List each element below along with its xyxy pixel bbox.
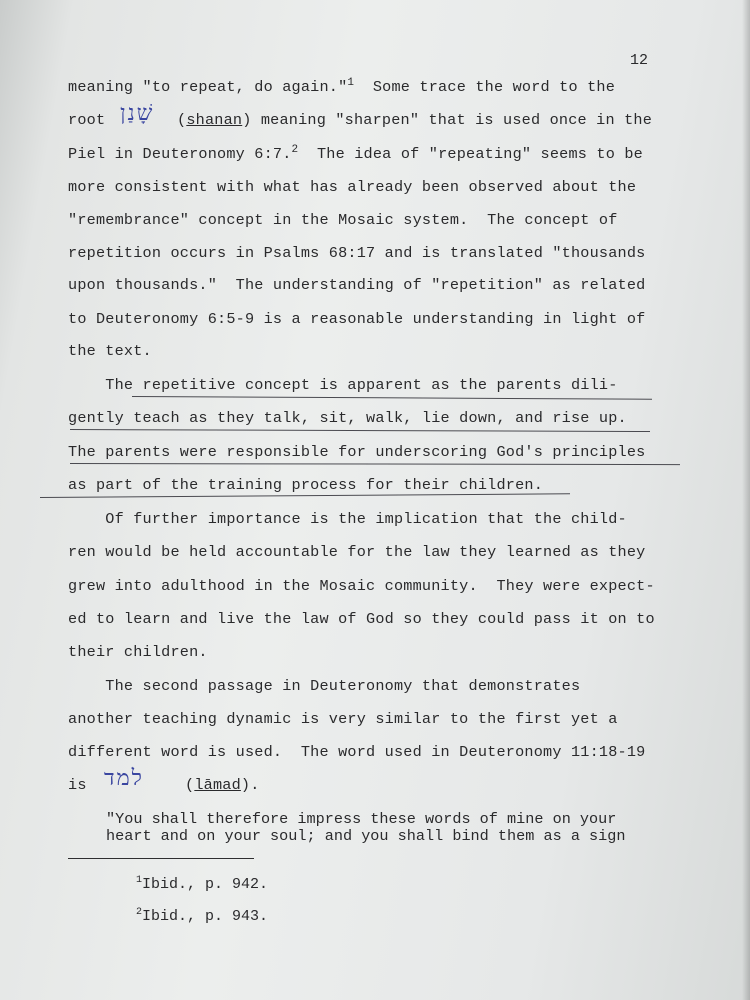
paragraph-3-line-2: ren would be held accountable for the law they learned as they [68, 543, 646, 561]
paragraph-1-line-4: more consistent with what has already been observed about the [68, 178, 637, 196]
line-text: Piel in Deuteronomy 6:7. [68, 145, 292, 163]
open-paren: ( [177, 111, 187, 129]
paragraph-4-line-4 [68, 776, 87, 794]
footnote-ref: 1 [347, 76, 355, 89]
open-paren: ( [185, 776, 195, 794]
pen-underline [132, 396, 652, 400]
close-paren: ). [240, 776, 260, 794]
footnote-text: Ibid., p. 943. [142, 908, 269, 925]
line-text: root [68, 111, 106, 129]
paragraph-1-line-9: the text. [68, 342, 152, 360]
footnote-number: 1 [136, 875, 143, 886]
paragraph-1-line-2 [68, 111, 105, 129]
paragraph-1-line-6: repetition occurs in Psalms 68:17 and is translated "thousands [68, 244, 646, 262]
paragraph-1-line-2-rest [177, 111, 652, 129]
line-text: meaning "to repeat, do again." [68, 78, 348, 96]
line-text: The idea of "repeating" seems to be [298, 145, 643, 163]
footnote-ref: 2 [291, 143, 299, 156]
paragraph-1-line-8: to Deuteronomy 6:5-9 is a reasonable understanding in light of [68, 310, 646, 328]
transliteration-lamad: lāmad [194, 776, 241, 794]
pen-underline [40, 493, 570, 498]
paragraph-1-line-1 [68, 78, 615, 96]
paragraph-4-line-1: The second passage in Deuteronomy that demonstrates [68, 677, 581, 695]
line-text: is [68, 776, 87, 794]
pen-underline [70, 463, 680, 465]
paragraph-1-line-5: "remembrance" concept in the Mosaic system. The concept of [68, 211, 618, 229]
line-text: Some trace the word to the [354, 78, 616, 96]
paragraph-2-line-1: The repetitive concept is apparent as the parents dili- [68, 376, 618, 394]
paragraph-3-line-5: their children. [68, 643, 208, 661]
paragraph-2-line-3: The parents were responsible for underscoring God's principles [68, 443, 646, 461]
footnote-text: Ibid., p. 942. [142, 876, 269, 893]
footnote-1 [136, 876, 268, 893]
quote-line-1: "You shall therefore impress these words of mine on your [106, 810, 617, 828]
paragraph-3-line-4: ed to learn and live the law of God so they could pass it on to [68, 610, 655, 628]
paragraph-1-line-3 [68, 145, 643, 163]
footnote-2 [136, 908, 268, 925]
paragraph-2-line-2: gently teach as they talk, sit, walk, lie down, and rise up. [68, 409, 627, 427]
line-text: ) meaning "sharpen" that is used once in the [242, 111, 653, 129]
hebrew-word-lamad: למד [104, 766, 144, 791]
paragraph-3-line-1: Of further importance is the implication that the child- [68, 510, 627, 528]
paragraph-4-line-3: different word is used. The word used in Deuteronomy 11:18-19 [68, 743, 646, 761]
transliteration-shanan: shanan [186, 111, 243, 129]
footnote-divider [68, 858, 254, 859]
paragraph-1-line-7: upon thousands." The understanding of "repetition" as related [68, 276, 646, 294]
paragraph-3-line-3: grew into adulthood in the Mosaic community. They were expect- [68, 577, 655, 595]
quote-line-2: heart and on your soul; and you shall bind them as a sign [106, 827, 626, 845]
page-number: 12 [630, 52, 649, 69]
pen-underline [70, 429, 650, 432]
paragraph-2-line-4: as part of the training process for their children. [68, 476, 544, 494]
paragraph-4-line-2: another teaching dynamic is very similar to the first yet a [68, 710, 618, 728]
footnote-number: 2 [136, 907, 143, 918]
paragraph-4-line-4-rest [185, 776, 260, 794]
hebrew-word-shanan: שָׁנַן [120, 101, 155, 126]
